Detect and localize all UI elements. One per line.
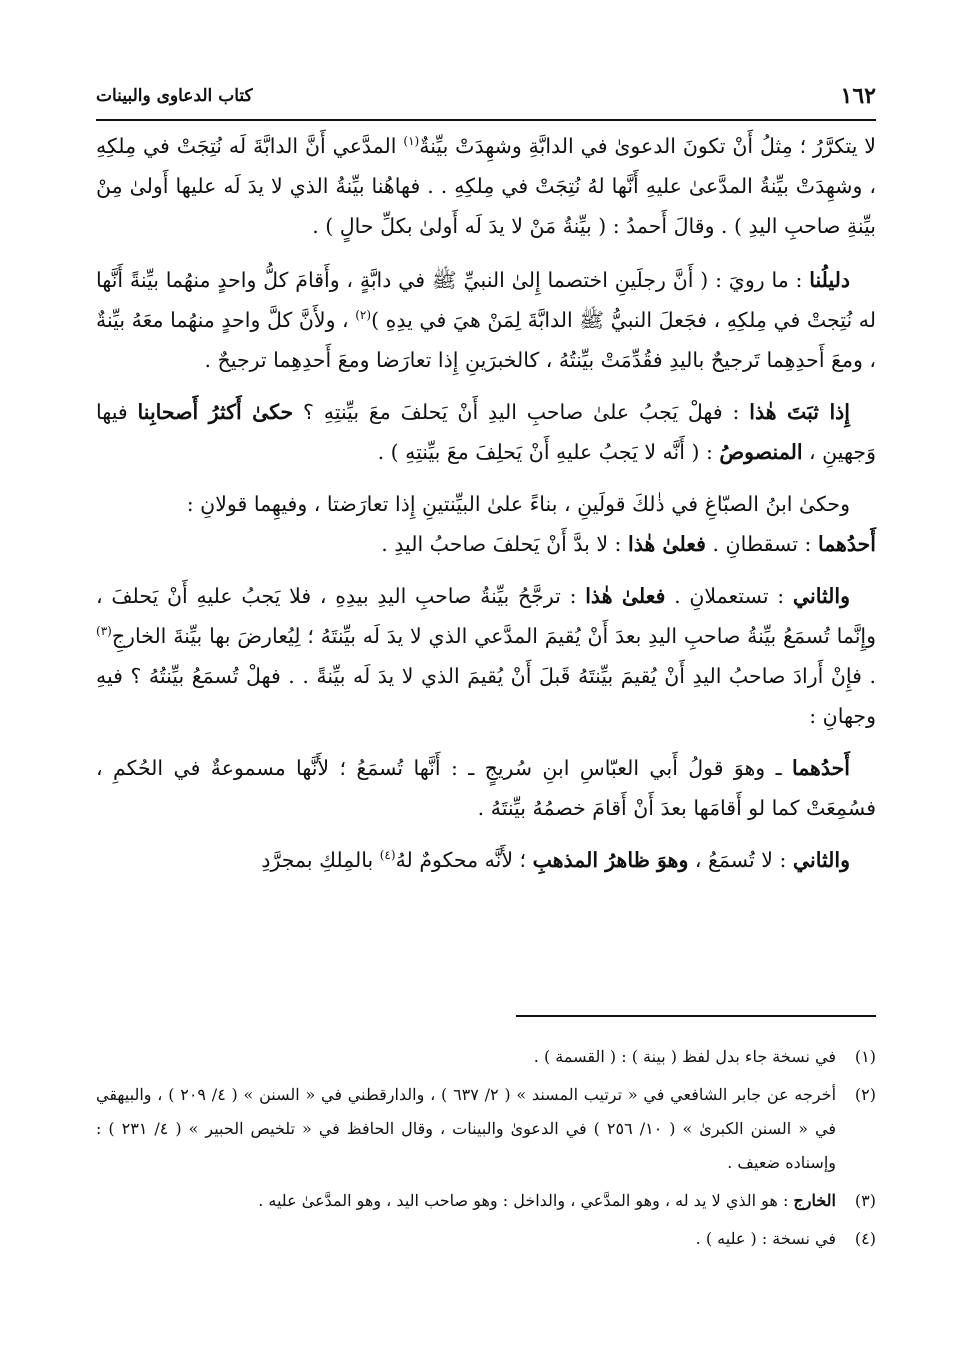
bold-phrase: وهوَ ظاهرُ المذهبِ [532, 848, 689, 872]
text-run: بالمِلكِ بمجرَّدِ [261, 848, 380, 872]
footnote-2 [96, 1078, 876, 1180]
bold-lead: والثاني [792, 848, 850, 872]
text-run: المدَّعي أَنَّ الدابَّةَ لَه نُتِجَتْ في مِلكِهِ ، وشهِدَتْ بيِّنةُ المدَّعىٰ عليهِ أَنَّها لهُ نُتِجَتْ في مِلكِهِ . . فهاهُنا بيِّنةُ الذي لا يدَ لَه عليها أَولىٰ مِنْ بيِّنةِ صاحبِ اليدِ ) . وقالَ أَحمدُ : ( بيِّنةُ مَنْ لا يدَ لَه أَولىٰ بكلِّ حالٍ ) . [96, 134, 876, 238]
bold-lead: دليلُنا [809, 268, 850, 292]
page-header [96, 78, 876, 114]
text-run: : ( أَنَّه لا يَجبُ عليهِ أَنْ يَحلِفَ معَ بيِّنتِهِ ) . [377, 440, 720, 464]
bold-phrase: المنصوصُ [719, 440, 803, 464]
bold-phrase: فعلىٰ هٰذا [628, 532, 706, 556]
header-rule [96, 119, 876, 121]
footnote-number: (٣) [854, 1191, 876, 1210]
footnote-4 [96, 1222, 876, 1256]
bold-phrase: حكىٰ أَكثرُ أَصحابِنا [137, 400, 294, 424]
text-run: : ترجَّحُ بيِّنةُ صاحبِ اليدِ بيدِهِ ، فلا يَجبُ عليهِ أَنْ يَحلفَ ، وإِنَّما تُسمَعُ بيِّنةُ صاحبِ اليدِ بعدَ أَنْ يُقيمَ المدَّعي الذي لا يدَ لَه بيِّنتَهُ ؛ لِيُعارضَ بها بيِّنةَ الخارجِ [96, 584, 876, 648]
text-run: : فهلْ يَجبُ علىٰ صاحبِ اليدِ أَنْ يَحلفَ معَ بيِّنتِهِ ؟ [293, 400, 750, 424]
bold-lead: إِذا ثبَتَ هٰذا [749, 400, 850, 424]
text-run: ، ولأَنَّ كلَّ واحدٍ منهُما معَهُ بيِّنةٌ ، ومعَ أَحدِهِما تَرجيحٌ باليدِ فقُدِّمَتْ بيِّنتُهُ ، كالخبرَينِ إِذا تعارَضا ومعَ أَحدِهِما ترجيحٌ . [96, 308, 876, 372]
text-run: ؛ لأَنَّه محكومٌ لهُ [395, 848, 533, 872]
footnote-number: (٤) [854, 1229, 876, 1248]
footnotes [96, 1040, 876, 1260]
text-run: لا يتكرَّرُ ؛ مِثلُ أَنْ تكونَ الدعوىٰ في الدابَّةِ وشهِدَتْ بيِّنةٌ [419, 134, 876, 158]
text-run: : تسقطانِ . [705, 532, 818, 556]
footnote-ref-4[interactable]: (٤) [379, 848, 396, 862]
paragraph-1 [96, 126, 876, 246]
footnote-ref-2[interactable]: (٢) [355, 308, 372, 322]
text-run: : لا بدَّ أَنْ يَحلفَ صاحبُ اليدِ . [381, 532, 628, 556]
footnote-bold-term: الخارج [793, 1191, 836, 1210]
text-run: ـ وهوَ قولُ أَبي العبّاسِ ابنِ سُريجٍ ـ : أَنَّها تُسمَعُ ؛ لأَنَّها مسموعةٌ في الحُكمِ ، فسُمِعَتْ كما لو أَقامَها بعدَ أَنْ أَقامَ خصمُهُ بيِّنتَهُ . [96, 756, 876, 820]
footnote-text: في نسخة : ( عليه ) . [695, 1229, 836, 1248]
paragraph-6 [96, 748, 876, 828]
text-run: : ما رويَ : ( أَنَّ رجلَينِ اختصما إِلىٰ النبيِّ ﷺ في دابَّةٍ ، وأَقامَ كلُّ واحدٍ منهُما بيِّنةً أَنَّها له نُتِجتْ في مِلكِهِ ، فجَعلَ النبيُّ ﷺ الدابَّةَ لِمَنْ هيَ في يدِهِ ) [96, 268, 876, 332]
footnote-text-container [96, 1184, 836, 1218]
bold-lead: أَحدُهما [817, 532, 876, 556]
main-text [96, 126, 876, 892]
paragraph-5 [96, 576, 876, 736]
footnote-3 [96, 1184, 876, 1218]
footnote-1 [96, 1040, 876, 1074]
text-run: وحكىٰ ابنُ الصبّاغِ في ذٰلكَ قولَينِ ، بناءً علىٰ البيِّنتينِ إِذا تعارَضتا ، وفيهِما قولانِ : [186, 492, 850, 516]
footnote-ref-1[interactable]: (١) [403, 134, 420, 148]
text-run: : لا تُسمَعُ ، [688, 848, 793, 872]
paragraph-2 [96, 260, 876, 380]
page-number: ١٦٢ [840, 83, 876, 109]
footnote-number: (١) [854, 1047, 876, 1066]
running-title: كتاب الدعاوى والبينات [96, 86, 253, 106]
text-run: . فإِنْ أَرادَ صاحبُ اليدِ أَنْ يُقيمَ بيِّنتَهُ قَبلَ أَنْ يُقيمَ الذي لا يدَ لَه بيِّنةً . . فهلْ تُسمَعُ بيِّنتُهُ ؟ فيهِ وجهانِ : [96, 664, 876, 728]
footnote-text: في نسخة جاء بدل لفظ ( بينة ) : ( القسمة ) . [533, 1047, 836, 1066]
bold-lead: والثاني [792, 584, 850, 608]
footnote-text: : هو الذي لا يد له ، وهو المدَّعي ، والداخل : وهو صاحب اليد ، وهو المدَّعىٰ عليه . [258, 1191, 794, 1210]
bold-phrase: فعلىٰ هٰذا [585, 584, 666, 608]
paragraph-3 [96, 392, 876, 472]
bold-lead: أَحدُهما [791, 756, 850, 780]
paragraph-7 [96, 840, 876, 880]
footnote-number: (٢) [854, 1085, 876, 1104]
footnote-ref-3[interactable]: (٣) [96, 624, 112, 638]
paragraph-4 [96, 484, 876, 564]
text-run: فيها وَجهينِ ، [96, 400, 876, 464]
footnote-separator [516, 1015, 876, 1017]
footnote-text: أخرجه عن جابر الشافعي في « ترتيب المسند » ( ٢/ ٦٣٧ ) ، والدارقطني في « السنن » ( ٤/ ٢٠٩ ) ، والبيهقي في « السنن الكبرىٰ » ( ١٠/ ٢٥٦ ) في الدعوىٰ والبينات ، وقال الحافظ في « تلخيص الحبير » ( ٤/ ٢٣١ ) : وإسناده ضعيف . [96, 1085, 837, 1172]
text-run: : تستعملانِ . [665, 584, 793, 608]
